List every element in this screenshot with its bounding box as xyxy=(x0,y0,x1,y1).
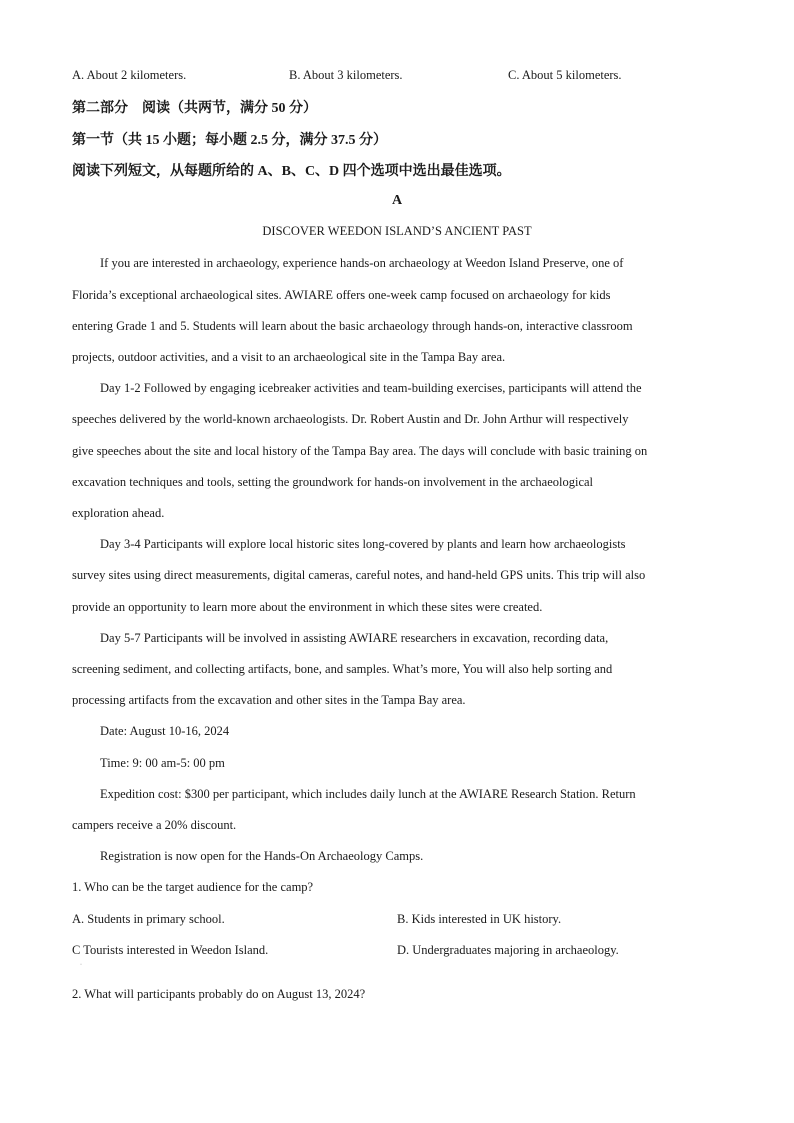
paragraph-4-line: screening sediment, and collecting artifacts, bone, and samples. What’s more, You will also help sorting and xyxy=(72,662,613,676)
prev-option-b: B. About 3 kilometers. xyxy=(289,68,403,82)
question-1-option-a: A. Students in primary school. xyxy=(72,912,225,926)
section-instruction: 阅读下列短文，从每题所给的 A、B、C、D 四个选项中选出最佳选项。 xyxy=(72,164,511,179)
passage-letter: A xyxy=(391,193,403,208)
paragraph-3-line: Day 3-4 Participants will explore local historic sites long-covered by plants and learn how archaeologists xyxy=(100,537,626,551)
paragraph-3-line: survey sites using direct measurements, digital cameras, careful notes, and hand-held GPS units. This trip will also xyxy=(72,568,646,582)
camp-cost-line: campers receive a 20% discount. xyxy=(72,818,237,832)
paragraph-4-line: processing artifacts from the excavation and other sites in the Tampa Bay area. xyxy=(72,693,466,707)
question-1-option-b: B. Kids interested in UK history. xyxy=(397,912,562,926)
question-1-stem: 1. Who can be the target audience for the camp? xyxy=(72,880,314,894)
paragraph-1-line: If you are interested in archaeology, experience hands-on archaeology at Weedon Island Preserve, one of xyxy=(100,256,624,270)
question-1-option-c: C Tourists interested in Weedon Island. xyxy=(72,943,269,957)
camp-cost-line: Expedition cost: $300 per participant, which includes daily lunch at the AWIARE Research Station. Return xyxy=(100,787,636,801)
prev-option-c: C. About 5 kilometers. xyxy=(508,68,622,82)
stray-dot: · xyxy=(80,962,82,968)
registration-note: Registration is now open for the Hands-On Archaeology Camps. xyxy=(100,849,424,863)
section-sub-heading: 第一节（共 15 小题；每小题 2.5 分，满分 37.5 分） xyxy=(72,133,387,148)
camp-date: Date: August 10-16, 2024 xyxy=(100,724,230,738)
paragraph-1-line: projects, outdoor activities, and a visit to an archaeological site in the Tampa Bay area. xyxy=(72,350,506,364)
paragraph-2-line: excavation techniques and tools, setting the groundwork for hands-on involvement in the archaeological xyxy=(72,475,594,489)
passage-title: DISCOVER WEEDON ISLAND’S ANCIENT PAST xyxy=(262,224,532,238)
paragraph-2-line: exploration ahead. xyxy=(72,506,165,520)
paragraph-4-line: Day 5-7 Participants will be involved in assisting AWIARE researchers in excavation, recording data, xyxy=(100,631,609,645)
paragraph-3-line: provide an opportunity to learn more about the environment in which these sites were created. xyxy=(72,600,543,614)
section-part-heading: 第二部分 阅读（共两节，满分 50 分） xyxy=(72,101,317,116)
paragraph-2-line: Day 1-2 Followed by engaging icebreaker activities and team-building exercises, participants will attend the xyxy=(100,381,642,395)
paragraph-2-line: speeches delivered by the world-known archaeologists. Dr. Robert Austin and Dr. John Arthur will respectively xyxy=(72,412,629,426)
paragraph-1-line: entering Grade 1 and 5. Students will learn about the basic archaeology through hands-on, interactive classroom xyxy=(72,319,633,333)
paragraph-2-line: give speeches about the site and local history of the Tampa Bay area. The days will conclude with basic training on xyxy=(72,444,648,458)
prev-option-a: A. About 2 kilometers. xyxy=(72,68,187,82)
question-1-option-d: D. Undergraduates majoring in archaeology. xyxy=(397,943,619,957)
camp-time: Time: 9: 00 am-5: 00 pm xyxy=(100,756,225,770)
question-2-stem: 2. What will participants probably do on August 13, 2024? xyxy=(72,987,366,1001)
paragraph-1-line: Florida’s exceptional archaeological sites. AWIARE offers one-week camp focused on archaeology for kids xyxy=(72,288,611,302)
